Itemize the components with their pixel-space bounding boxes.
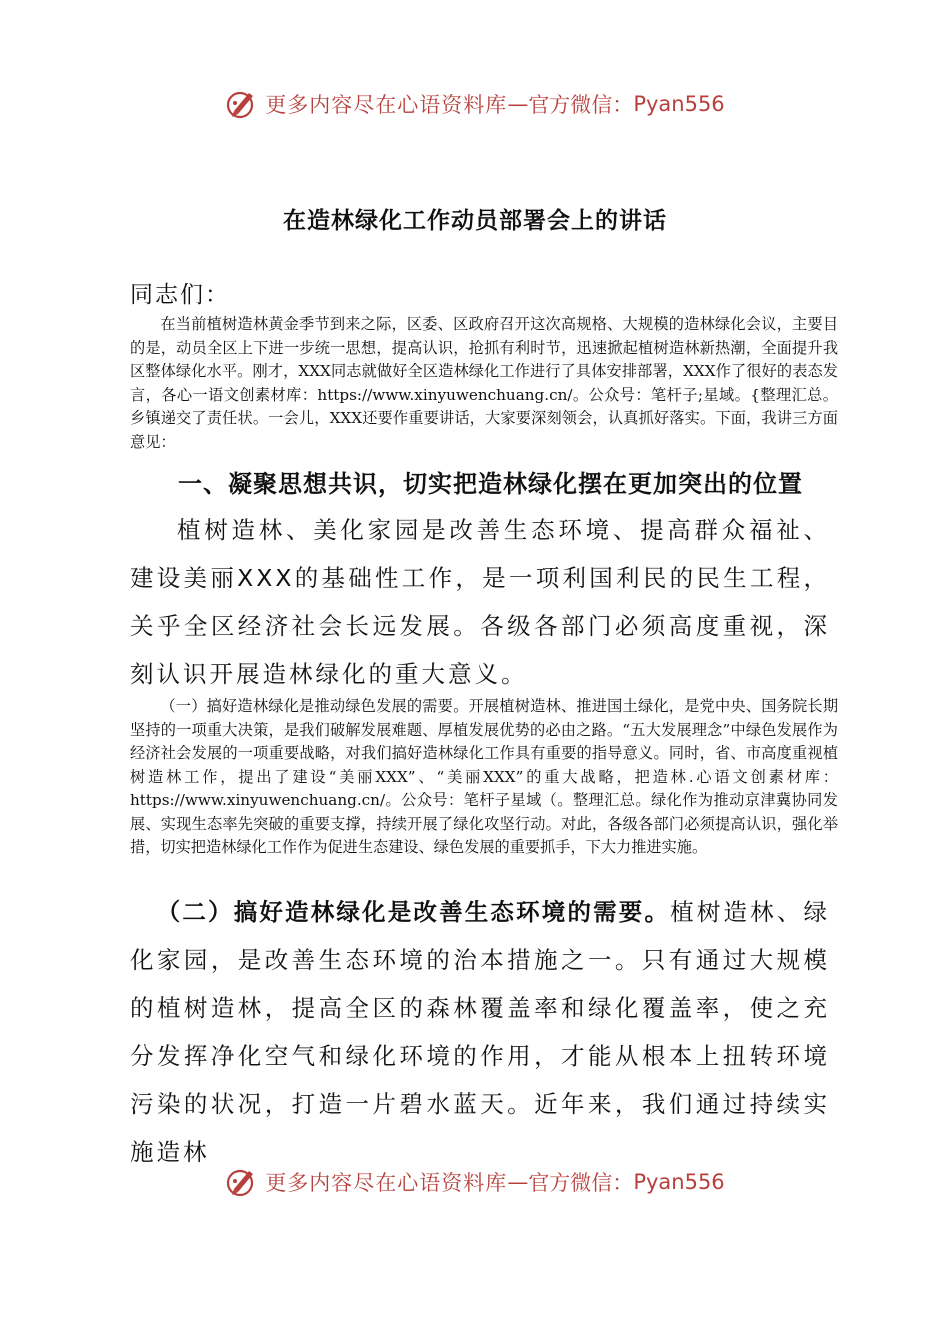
paragraph-intro: 在当前植树造林黄金季节到来之际，区委、区政府召开这次高规格、大规模的造林绿化会议，主要目的是，动员全区上下进一步统一思想，提高认识，抢抓有利时节，迅速掀起植树造林新热潮，全面提升我区整体绿化水平。刚才，XXX同志就做好全区造林绿化工作进行了具体安排部署，XXX作了很好的表态发言，各心一语文创素材库：https://www.xinyuwenchuang.cn/。公众号：笔杆子;星域。{整理汇总。乡镇递交了责任状。一会儿，XXX还要作重要讲话，大家要深刻领会，认真抓好落实。下面，我讲三方面意见： (130, 315, 838, 451)
paragraph-1: 植树造林、美化家园是改善生态环境、提高群众福祉、建设美丽XXX的基础性工作，是一项利国利民的民生工程，关乎全区经济社会长远发展。各级各部门必须高度重视，深刻认识开展造林绿化的重大意义。 (130, 516, 830, 688)
footer-banner (0, 1160, 950, 1204)
paragraph-2: （一）搞好造林绿化是推动绿色发展的需要。开展植树造林、推进国土绿化，是党中央、国务院长期坚持的一项重大决策，是我们破解发展难题、厚植发展优势的必由之路。“五大发展理念”中绿色发展作为经济社会发展的一项重要战略，对我们搞好造林绿化工作具有重要的指导意义。同时，省、市高度重视植树造林工作，提出了建设“美丽XXX”、“美丽XXX”的重大战略，把造林.心语文创素材库：https://www.xinyuwenchuang.cn/。公众号：笔杆子星域（。整理汇总。绿化作为推动京津冀协同发展、实现生态率先突破的重要支撑，持续开展了绿化攻坚行动。对此，各级各部门必须提高认识，强化举措，切实把造林绿化工作作为促进生态建设、绿色发展的重要抓手，下大力推进实施。 (130, 697, 838, 856)
paragraph-3 (130, 888, 830, 1176)
paragraph-3-rest: 植树造林、绿化家园，是改善生态环境的治本措施之一。只有通过大规模的植树造林，提高全区的森林覆盖率和绿化覆盖率，使之充分发挥净化空气和绿化环境的作用，才能从根本上扭转环境污染的状况，打造一片碧水蓝天。近年来，我们通过持续实施造林 (130, 898, 831, 1166)
banner-wechat-id: Pyan556 (633, 1170, 725, 1194)
header-banner (0, 82, 950, 126)
banner-main-text: 更多内容尽在心语资料库 (265, 93, 508, 117)
banner-main-text: 更多内容尽在心语资料库 (265, 1171, 508, 1195)
salutation: 同志们： (130, 282, 230, 308)
brush-pen-logo-icon (225, 1165, 259, 1199)
banner-wechat-label: 官方微信： (528, 1171, 634, 1195)
paragraph-3-lead: （二）搞好造林绿化是改善生态环境的需要。 (156, 898, 671, 926)
banner-separator: — (507, 92, 529, 116)
section-heading-1: 一、凝聚思想共识，切实把造林绿化摆在更加突出的位置 (178, 470, 803, 498)
banner-separator: — (507, 1170, 529, 1194)
brush-pen-logo-icon (225, 87, 259, 121)
document-title: 在造林绿化工作动员部署会上的讲话 (283, 208, 667, 234)
banner-wechat-id: Pyan556 (633, 92, 725, 116)
banner-wechat-label: 官方微信： (528, 93, 634, 117)
